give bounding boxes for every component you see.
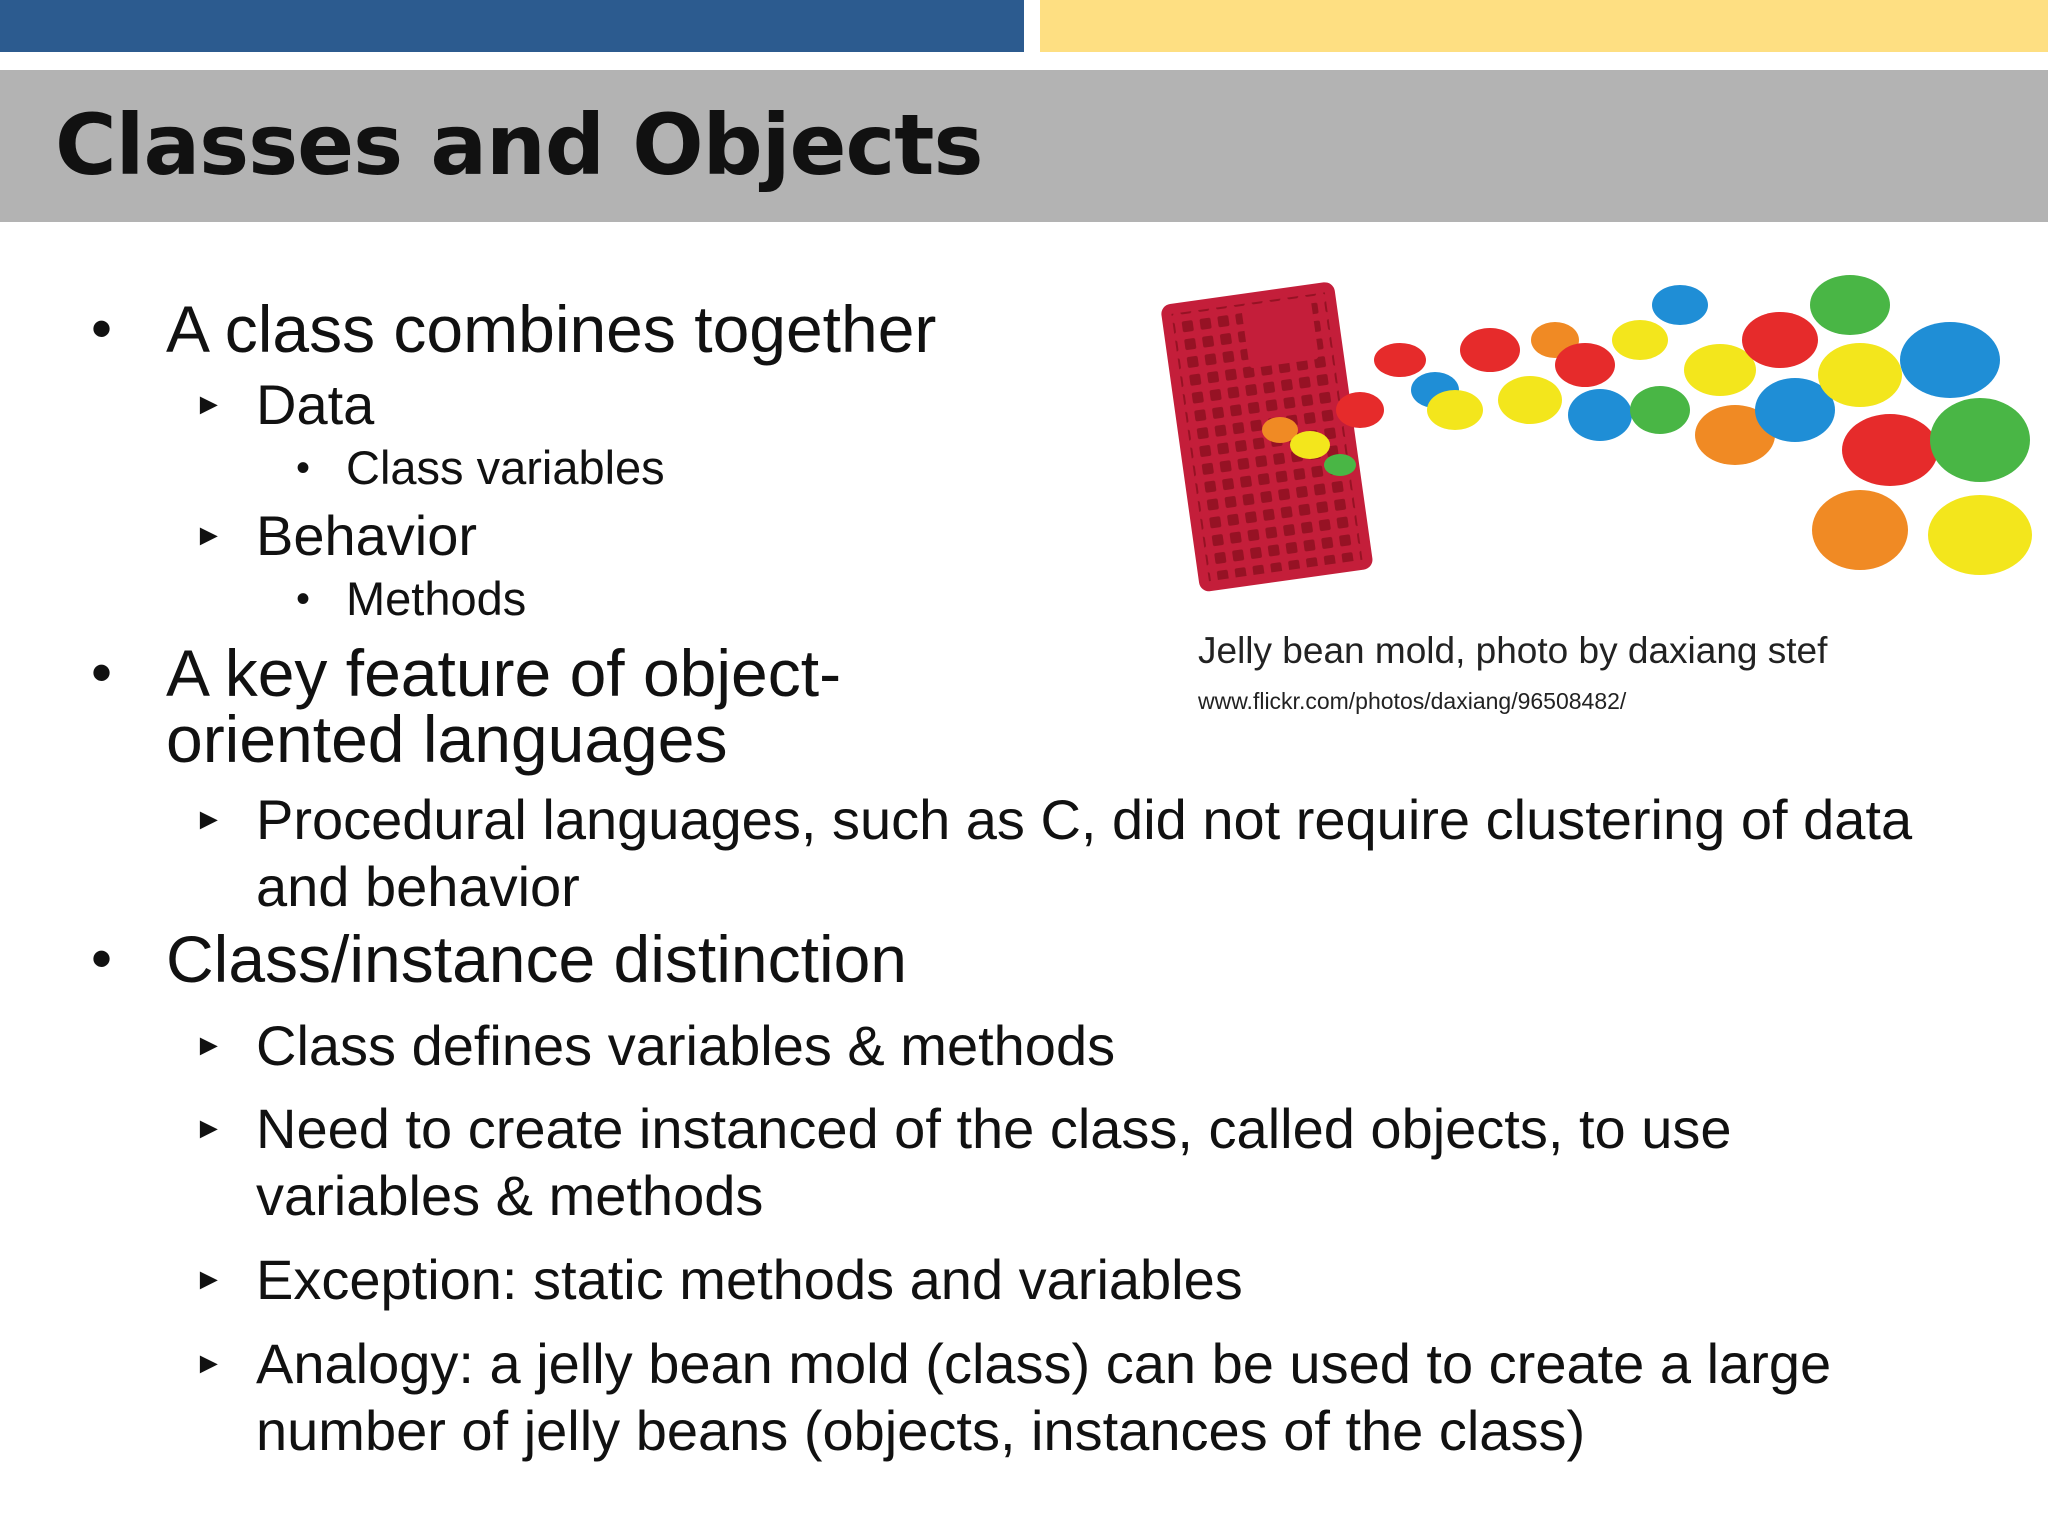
bullet-marker: ►	[194, 1347, 224, 1380]
bullet-class-combines: • A class combines together	[91, 292, 937, 366]
bullet-exception: ► Exception: static methods and variables	[194, 1248, 1243, 1311]
bullet-marker: ►	[194, 803, 224, 836]
top-bar-yellow	[1040, 0, 2048, 52]
bullet-need-instances: ► Need to create instanced of the class, called objects, to use variables & methods	[194, 1097, 1732, 1227]
bullet-procedural-languages: ► Procedural languages, such as C, did not require clustering of data and behavior	[194, 788, 1913, 918]
bullet-marker: •	[296, 446, 311, 490]
image-caption: Jelly bean mold, photo by daxiang stef	[1198, 630, 1828, 671]
bullet-marker: •	[91, 925, 113, 992]
bullet-marker: ►	[194, 388, 224, 421]
bullet-class-variables: • Class variables	[296, 441, 665, 494]
image-source-url: www.flickr.com/photos/daxiang/96508482/	[1198, 688, 1627, 714]
bullet-marker: ►	[194, 1263, 224, 1296]
bullet-marker: ►	[194, 1112, 224, 1145]
bullet-class-defines: ► Class defines variables & methods	[194, 1014, 1116, 1077]
bullet-marker: •	[91, 295, 113, 362]
bullet-marker: •	[91, 639, 113, 706]
jelly-beans	[1262, 275, 2032, 575]
bullet-marker: ►	[194, 1029, 224, 1062]
jelly-bean-mold-photo	[1160, 270, 2048, 600]
bullet-key-feature: • A key feature of object- oriented languages	[91, 636, 842, 776]
bullet-class-instance: • Class/instance distinction	[91, 922, 908, 996]
bullet-analogy: ► Analogy: a jelly bean mold (class) can be used to create a large number of jelly beans (objects, instances of the class)	[194, 1332, 1832, 1462]
top-bar-blue	[0, 0, 1024, 52]
bullet-marker: ►	[194, 519, 224, 552]
bullet-behavior: ► Behavior	[194, 504, 478, 567]
bullet-data: ► Data	[194, 373, 375, 436]
bullet-methods: • Methods	[296, 572, 527, 625]
slide-title: Classes and Objects	[55, 96, 983, 194]
bullet-marker: •	[296, 577, 311, 621]
